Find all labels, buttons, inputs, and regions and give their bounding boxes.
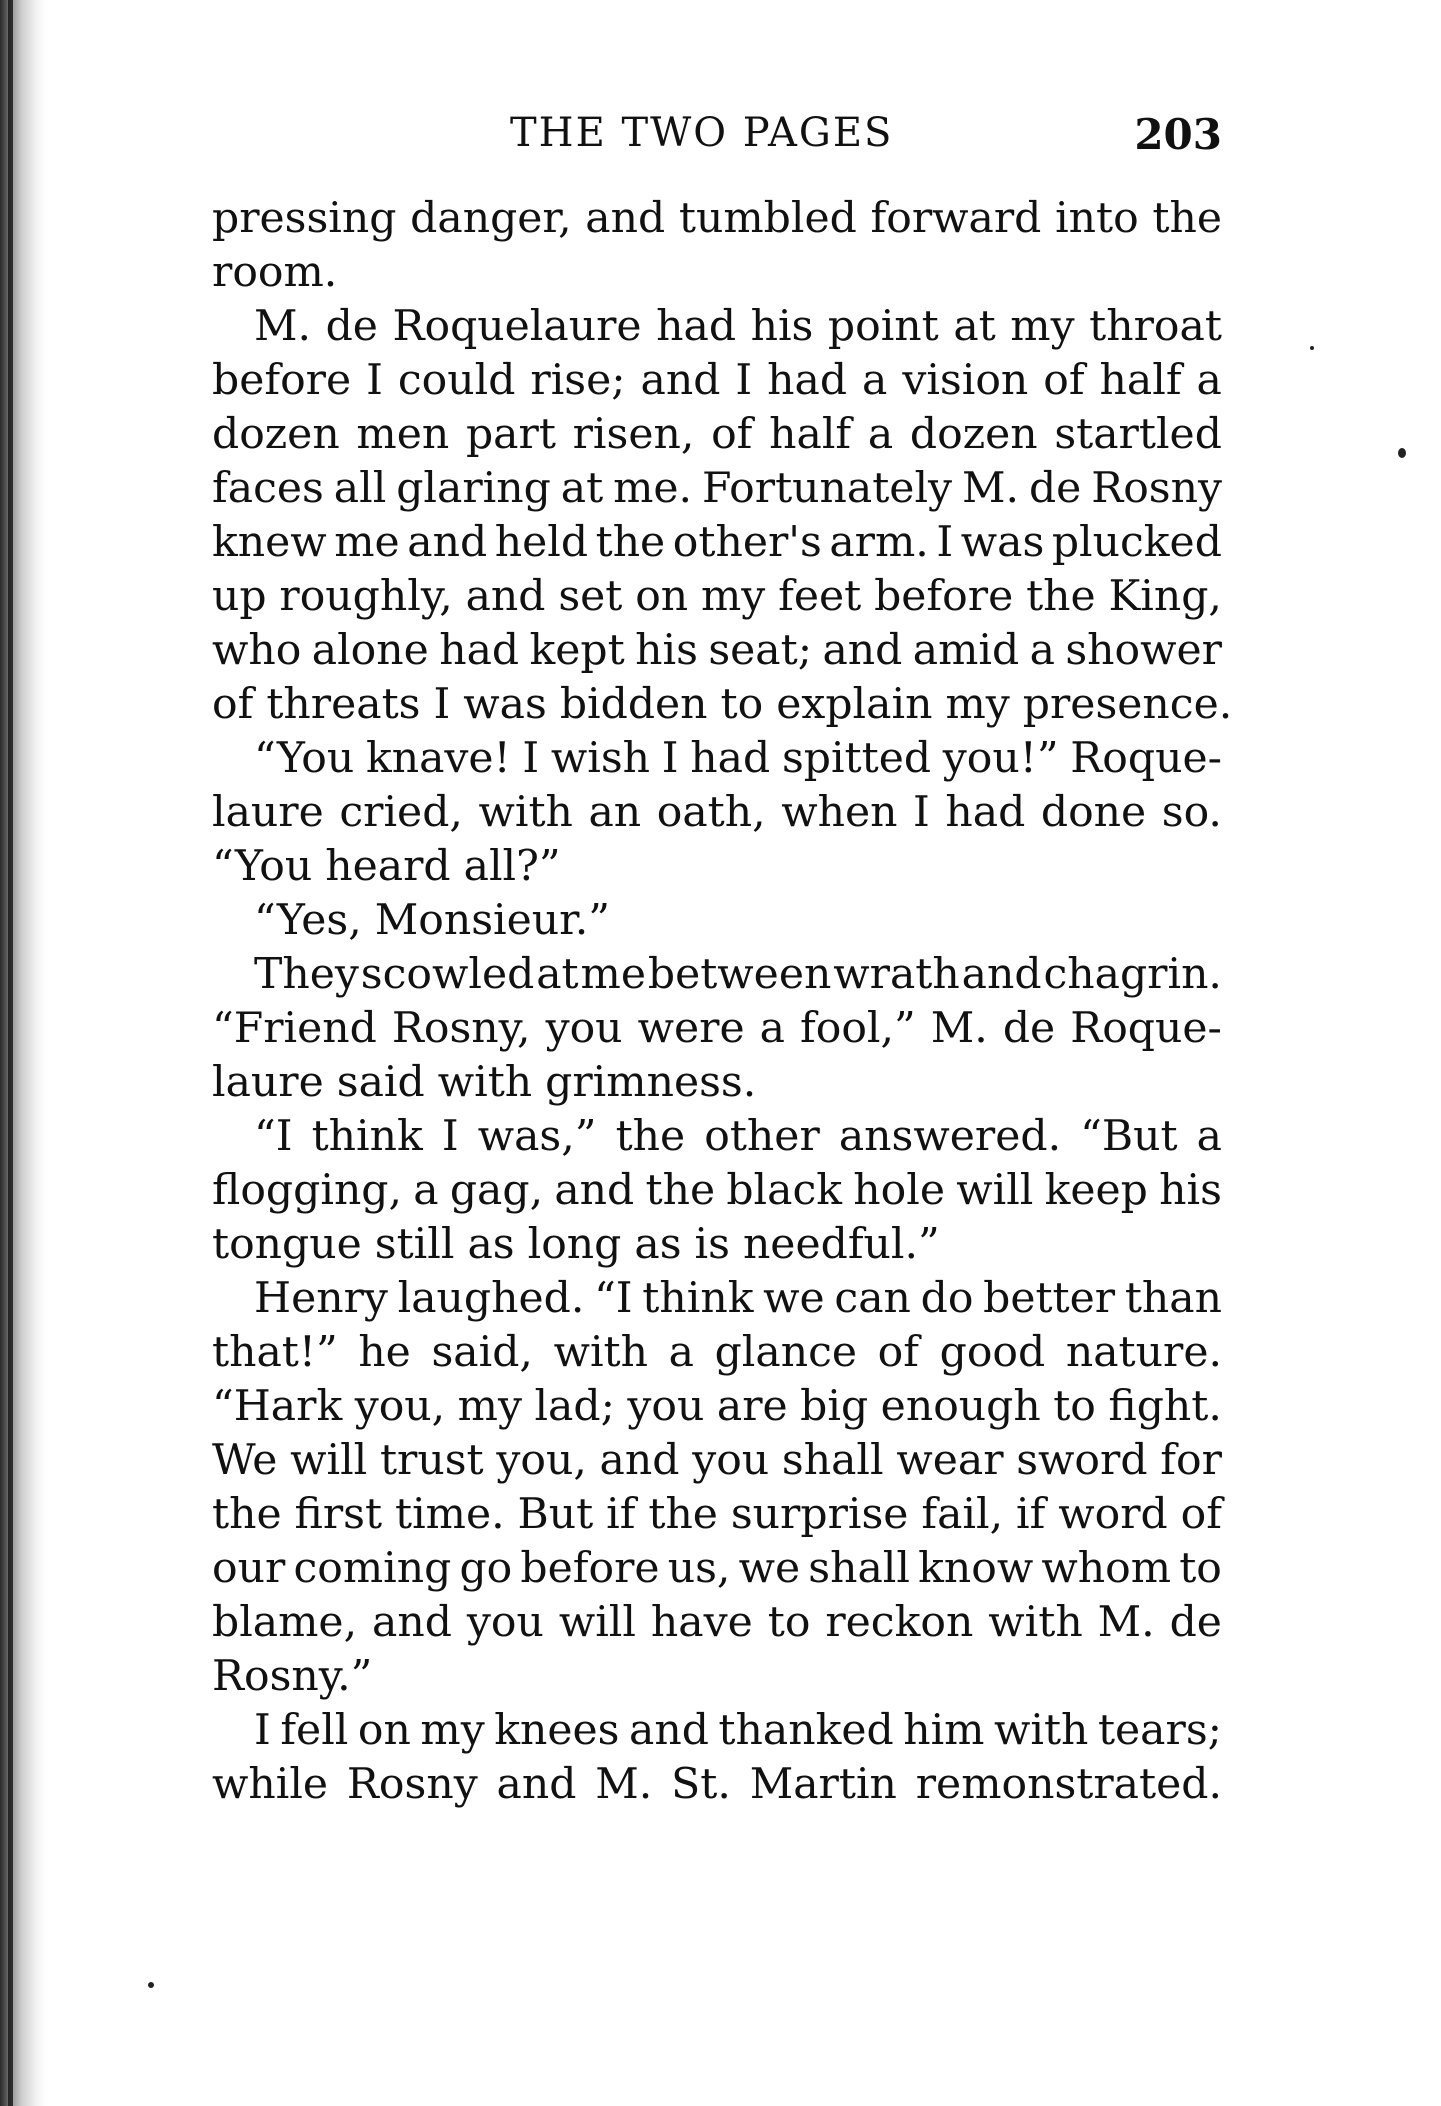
word: coming (293, 1544, 452, 1593)
word: were (637, 1004, 745, 1053)
word: reckon (825, 1598, 974, 1647)
word: alone (311, 626, 429, 675)
word: explain (776, 680, 933, 729)
word: you (545, 1004, 623, 1053)
word: “You (212, 842, 313, 891)
word: an (588, 788, 642, 837)
word: while (212, 1760, 329, 1809)
word: if (606, 1490, 636, 1539)
word: glance (714, 1328, 858, 1377)
word: de (1169, 1598, 1222, 1647)
word: grimness. (545, 1058, 757, 1107)
word: “Hark (212, 1382, 343, 1431)
word: said (336, 1058, 425, 1107)
word: bidden (559, 680, 708, 729)
word: gag, (449, 1166, 544, 1215)
word: amid (912, 626, 1020, 675)
word: on (635, 572, 689, 621)
word: up (212, 572, 267, 621)
word: first (294, 1490, 383, 1539)
word: fool,” (800, 1004, 916, 1053)
word: was (463, 680, 547, 729)
word: wear (896, 1436, 1004, 1485)
word: on (357, 1706, 411, 1755)
word: still (374, 1220, 455, 1269)
word: Rosny.” (212, 1652, 373, 1701)
word: with (553, 1328, 648, 1377)
word: and (961, 950, 1042, 999)
word: half (1099, 356, 1182, 405)
word: seat; (708, 626, 813, 675)
text-line (212, 1164, 1222, 1218)
word: was (960, 518, 1045, 567)
word: shall (781, 1436, 884, 1485)
word: Henry (254, 1274, 388, 1323)
word: laure (212, 1058, 324, 1107)
word: the (1152, 194, 1222, 243)
word: I (522, 734, 540, 783)
word: de (325, 302, 378, 351)
word: with (994, 1706, 1089, 1755)
word: me. (613, 464, 693, 513)
word: had (656, 302, 737, 351)
word: with (437, 1058, 533, 1107)
word: we (738, 1544, 801, 1593)
text-line (212, 894, 1222, 948)
text-line (212, 1434, 1222, 1488)
word: de (1002, 1004, 1056, 1053)
word: whom (1041, 1544, 1172, 1593)
word: other (704, 1112, 820, 1161)
word: half (769, 410, 852, 459)
word: is (694, 1220, 730, 1269)
word: all (333, 464, 387, 513)
running-title: THE TWO PAGES (510, 110, 894, 156)
word: time. (394, 1490, 505, 1539)
word: hole (853, 1166, 945, 1215)
scan-speck (1398, 448, 1406, 458)
text-line (212, 1488, 1222, 1542)
word: I (661, 734, 679, 783)
word: startled (1054, 410, 1222, 459)
word: and (465, 572, 546, 621)
word: part (465, 410, 556, 459)
word: and (407, 518, 488, 567)
word: dozen (212, 410, 340, 459)
word: the (595, 518, 666, 567)
word: are (716, 1382, 788, 1431)
word: and (585, 194, 666, 243)
text-line (212, 1110, 1222, 1164)
word: to (720, 680, 764, 729)
word: our (212, 1544, 286, 1593)
word: us, (667, 1544, 731, 1593)
word: at (536, 950, 579, 999)
word: of (1043, 356, 1085, 405)
text-line (212, 1272, 1222, 1326)
scan-speck (1310, 346, 1314, 350)
word: of (212, 680, 254, 729)
word: plucked (1051, 518, 1222, 567)
word: as (467, 1220, 515, 1269)
word: point (827, 302, 939, 351)
word: feet (778, 572, 862, 621)
word: I (735, 356, 753, 405)
word: shall (808, 1544, 910, 1593)
word: laughed. (397, 1274, 585, 1323)
word: you (466, 1598, 544, 1647)
word: fell (280, 1706, 349, 1755)
word: better (983, 1274, 1116, 1323)
word: arm. (829, 518, 929, 567)
word: to (1179, 1544, 1222, 1593)
word: kept (529, 626, 625, 675)
word: think (642, 1274, 754, 1323)
word: I (433, 680, 451, 729)
word: me (580, 950, 646, 999)
word: and (628, 1706, 709, 1755)
word: thanked (718, 1706, 894, 1755)
word: so. (1161, 788, 1222, 837)
word: and (554, 1166, 635, 1215)
word: than (1124, 1274, 1222, 1323)
word: Martin (749, 1760, 897, 1809)
word: all?” (463, 842, 561, 891)
word: long (527, 1220, 622, 1269)
word: laure (212, 788, 324, 837)
text-line (212, 408, 1222, 462)
word: faces (212, 464, 324, 513)
word: I (254, 1706, 271, 1755)
word: do (920, 1274, 974, 1323)
word: when (781, 788, 898, 837)
word: “I (254, 1112, 293, 1161)
word: Fortunately (702, 464, 953, 513)
word: M. (930, 1004, 988, 1053)
word: and (640, 356, 721, 405)
word: you (692, 1436, 770, 1485)
word: spitted (781, 734, 932, 783)
word: had (439, 626, 520, 675)
word: a (1029, 626, 1055, 675)
word: flogging, (212, 1166, 403, 1215)
word: he (358, 1328, 411, 1377)
word: of (711, 410, 753, 459)
word: oath, (656, 788, 766, 837)
word: to (767, 1598, 811, 1647)
word: at (560, 464, 604, 513)
word: have (650, 1598, 753, 1647)
text-line (212, 624, 1222, 678)
word: risen, (572, 410, 695, 459)
word: the (212, 1490, 282, 1539)
text-line (212, 1542, 1222, 1596)
word: we (763, 1274, 825, 1323)
word: sword (1016, 1436, 1148, 1485)
word: was,” (477, 1112, 597, 1161)
word: “Friend (212, 1004, 377, 1053)
word: the (1026, 572, 1096, 621)
word: and (599, 1436, 680, 1485)
word: his (635, 626, 698, 675)
word: a (862, 356, 888, 405)
word: shower (1065, 626, 1222, 675)
text-line (212, 1596, 1222, 1650)
word: him (903, 1706, 985, 1755)
word: a (759, 1004, 785, 1053)
word: fail, (921, 1490, 1004, 1539)
word: wrath (833, 950, 960, 999)
word: before (520, 1544, 660, 1593)
word: knew (212, 518, 327, 567)
word: room. (212, 248, 338, 297)
page-number: 203 (1134, 110, 1222, 159)
word: my (945, 680, 1010, 729)
word: to (1053, 1382, 1096, 1431)
word: had (945, 788, 1026, 837)
word: a (1196, 1112, 1222, 1161)
text-line (212, 1218, 1222, 1272)
word: rise; (530, 356, 626, 405)
word: St. (671, 1760, 731, 1809)
text-line (212, 678, 1233, 732)
word: tumbled (678, 194, 857, 243)
word: de (1028, 464, 1082, 513)
word: M. (254, 302, 312, 351)
word: big (800, 1382, 869, 1431)
word: into (1055, 194, 1139, 243)
word: said, (431, 1328, 533, 1377)
word: Rosny, (391, 1004, 531, 1053)
word: Monsieur.” (374, 896, 611, 945)
text-line (212, 1326, 1222, 1380)
text-line (212, 1002, 1222, 1056)
text-line (212, 300, 1222, 354)
word: M. (595, 1760, 653, 1809)
word: roughly, (279, 572, 453, 621)
text-line (212, 786, 1222, 840)
scan-gutter-shadow (0, 0, 46, 2106)
word: King, (1108, 572, 1222, 621)
word: pressing (212, 194, 397, 243)
running-header (212, 110, 1222, 170)
word: the (615, 1112, 686, 1161)
word: of (877, 1328, 919, 1377)
word: set (558, 572, 623, 621)
word: We (212, 1436, 278, 1485)
word: M. (961, 464, 1020, 513)
word: word (1058, 1490, 1168, 1539)
text-line (212, 516, 1222, 570)
word: glaring (396, 464, 551, 513)
word: you (627, 1382, 705, 1431)
word: lad; (534, 1382, 615, 1431)
word: threats (266, 680, 421, 729)
word: me (334, 518, 400, 567)
word: know (918, 1544, 1034, 1593)
word: that!” (212, 1328, 338, 1377)
word: “You (254, 734, 355, 783)
word: for (1160, 1436, 1222, 1485)
text-line (212, 1056, 1222, 1110)
word: and (372, 1598, 452, 1647)
word: dozen (909, 410, 1038, 459)
word: before (212, 356, 352, 405)
word: I (366, 356, 383, 405)
scan-speck (148, 1982, 154, 1988)
word: vision (902, 356, 1029, 405)
word: remonstrated. (915, 1760, 1222, 1809)
word: my (457, 1382, 522, 1431)
word: at (953, 302, 996, 351)
word: “But (1080, 1112, 1178, 1161)
text-line (212, 732, 1222, 786)
word: needful.” (742, 1220, 940, 1269)
word: danger, (410, 194, 572, 243)
binding-edge (8, 0, 13, 2106)
text-line (212, 1704, 1222, 1758)
text-line (212, 462, 1222, 516)
word: as (634, 1220, 682, 1269)
word: scowled (360, 950, 535, 999)
word: Rosny (346, 1760, 478, 1809)
word: “I (594, 1274, 633, 1323)
word: presence. (1022, 680, 1233, 729)
word: I (913, 788, 930, 837)
word: a (1196, 356, 1222, 405)
word: could (397, 356, 516, 405)
word: had (690, 734, 771, 783)
word: my (1010, 302, 1075, 351)
word: Roque- (1070, 734, 1222, 783)
word: between (647, 950, 832, 999)
word: a (413, 1166, 439, 1215)
text-line (212, 246, 1222, 300)
word: “Yes, (254, 896, 362, 945)
word: chagrin. (1043, 950, 1222, 999)
word: Rosny (1091, 464, 1222, 513)
word: other's (672, 518, 822, 567)
word: wish (550, 734, 651, 783)
word: think (311, 1112, 423, 1161)
word: you, (496, 1436, 587, 1485)
word: trust (379, 1436, 484, 1485)
word: M. (1097, 1598, 1155, 1647)
word: who (212, 626, 302, 675)
word: Roquelaure (392, 302, 642, 351)
text-line (212, 1650, 1222, 1704)
word: Roque- (1070, 1004, 1222, 1053)
word: heard (325, 842, 451, 891)
word: a (668, 1328, 694, 1377)
word: of (1180, 1490, 1222, 1539)
word: will (558, 1598, 636, 1647)
word: knave! (365, 734, 511, 783)
word: good (939, 1328, 1046, 1377)
text-line (212, 948, 1222, 1002)
text-line (212, 1758, 1222, 1812)
word: enough (880, 1382, 1041, 1431)
word: knees (494, 1706, 620, 1755)
word: men (356, 410, 450, 459)
word: They (254, 950, 359, 999)
word: my (700, 572, 766, 621)
word: forward (870, 194, 1042, 243)
word: my (420, 1706, 485, 1755)
word: nature. (1065, 1328, 1222, 1377)
word: if (1016, 1490, 1046, 1539)
word: with (478, 788, 573, 837)
word: will (956, 1166, 1034, 1215)
word: surprise (730, 1490, 909, 1539)
word: I (441, 1112, 459, 1161)
word: you, (354, 1382, 446, 1431)
word: before (874, 572, 1014, 621)
text-line (212, 192, 1222, 246)
word: a (867, 410, 894, 459)
text-line (212, 354, 1222, 408)
word: done (1040, 788, 1147, 837)
word: fight. (1108, 1382, 1222, 1431)
word: you!” (942, 734, 1059, 783)
word: tears; (1097, 1706, 1222, 1755)
word: black (726, 1166, 843, 1215)
word: can (834, 1274, 911, 1323)
word: his (750, 302, 814, 351)
text-line (212, 840, 1222, 894)
word: cried, (339, 788, 463, 837)
word: throat (1089, 302, 1222, 351)
body-text (212, 192, 1233, 1812)
word: keep (1044, 1166, 1148, 1215)
text-line (212, 1380, 1222, 1434)
word: blame, (212, 1598, 358, 1647)
word: the (645, 1166, 716, 1215)
word: I (936, 518, 954, 567)
word: his (1159, 1166, 1222, 1215)
word: go (459, 1544, 513, 1593)
word: with (988, 1598, 1083, 1647)
word: answered. (838, 1112, 1062, 1161)
text-line (212, 570, 1222, 624)
word: had (767, 356, 848, 405)
word: held (494, 518, 589, 567)
word: But (517, 1490, 594, 1539)
word: tongue (212, 1220, 362, 1269)
word: the (648, 1490, 718, 1539)
word: will (290, 1436, 368, 1485)
word: and (496, 1760, 577, 1809)
word: and (822, 626, 903, 675)
